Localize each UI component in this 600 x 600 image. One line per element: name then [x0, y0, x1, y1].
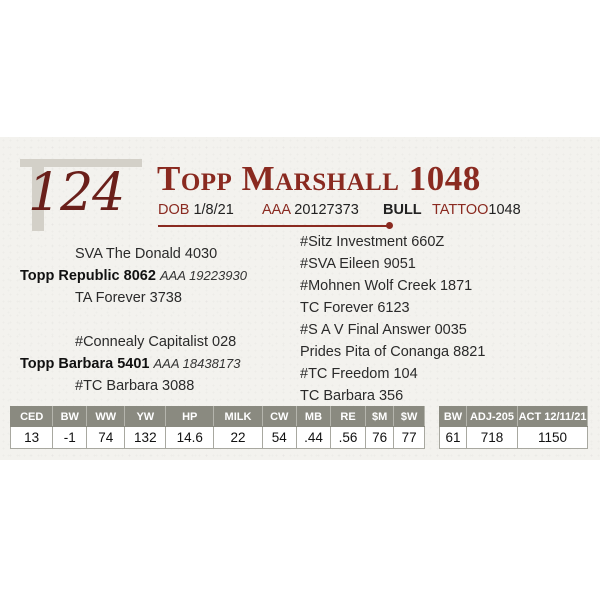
pedigree-dam — [20, 355, 241, 373]
epd-value-cell: .44 — [296, 427, 331, 449]
epd-value-cell: .56 — [331, 427, 366, 449]
epd-value-cell: -1 — [53, 427, 87, 449]
epd-header-cell: CW — [262, 407, 296, 427]
actuals-header-cell: BW — [440, 407, 467, 427]
tattoo-label: TATTOO — [432, 202, 489, 218]
pedigree-ancestor: #Mohnen Wolf Creek 1871 — [300, 278, 473, 294]
pedigree-dam-name: Topp Barbara 5401 — [20, 356, 150, 372]
sex-field — [383, 201, 422, 219]
epd-header-cell: MILK — [214, 407, 263, 427]
pedigree-dam-dam: #TC Barbara 3088 — [75, 378, 195, 394]
dob-value: 1/8/21 — [193, 202, 234, 218]
epd-value-cell: 77 — [394, 427, 425, 449]
tattoo-field — [432, 201, 521, 219]
epd-table — [10, 406, 425, 449]
epd-header-cell: $W — [394, 407, 425, 427]
lot-number: 124 — [28, 163, 125, 223]
sex-value: BULL — [383, 202, 422, 218]
epd-header-cell: BW — [53, 407, 87, 427]
epd-value-cell: 54 — [262, 427, 296, 449]
actuals-table — [439, 406, 588, 449]
pedigree-sire-dam: TA Forever 3738 — [75, 290, 182, 306]
epd-header-cell: HP — [166, 407, 214, 427]
pedigree-dam-registration: AAA 18438173 — [153, 356, 241, 371]
epd-value-cell: 74 — [87, 427, 125, 449]
actuals-header-cell: ACT 12/11/21 — [518, 407, 588, 427]
pedigree-ancestor: TC Forever 6123 — [300, 300, 410, 316]
epd-value-cell: 132 — [125, 427, 166, 449]
animal-name: Topp Marshall 1048 — [157, 159, 481, 198]
pedigree-sire-name: Topp Republic 8062 — [20, 268, 156, 284]
epd-value-cell: 13 — [11, 427, 53, 449]
actuals-header-cell: ADJ-205 — [467, 407, 518, 427]
pedigree-sire-sire: SVA The Donald 4030 — [75, 246, 218, 262]
epd-header-cell: RE — [331, 407, 366, 427]
dob-field — [158, 201, 234, 219]
pedigree-ancestor: #Sitz Investment 660Z — [300, 234, 445, 250]
epd-header-cell: YW — [125, 407, 166, 427]
registration-label: AAA — [262, 202, 291, 218]
actuals-value-cell: 61 — [440, 427, 467, 449]
pedigree-dam-sire: #Connealy Capitalist 028 — [75, 334, 237, 350]
epd-header-cell: MB — [296, 407, 331, 427]
pedigree-ancestor: #TC Freedom 104 — [300, 366, 418, 382]
registration-field — [262, 201, 359, 219]
dob-label: DOB — [158, 202, 190, 218]
actuals-value-cell: 1150 — [518, 427, 588, 449]
actuals-value-cell: 718 — [467, 427, 518, 449]
epd-value-cell: 76 — [365, 427, 393, 449]
registration-number: 20127373 — [294, 202, 359, 218]
pedigree-ancestor: TC Barbara 356 — [300, 388, 404, 404]
epd-value-cell: 14.6 — [166, 427, 214, 449]
epd-header-cell: $M — [365, 407, 393, 427]
actuals-header-row — [440, 407, 588, 427]
epd-header-cell: CED — [11, 407, 53, 427]
pedigree-sire — [20, 267, 247, 285]
pedigree-ancestor: #S A V Final Answer 0035 — [300, 322, 467, 338]
tattoo-value: 1048 — [488, 202, 521, 218]
epd-value-cell: 22 — [214, 427, 263, 449]
epd-header-row — [11, 407, 425, 427]
header-divider — [158, 225, 388, 227]
pedigree-ancestor: #SVA Eileen 9051 — [300, 256, 416, 272]
epd-value-row — [11, 427, 425, 449]
pedigree-ancestor: Prides Pita of Conanga 8821 — [300, 344, 486, 360]
pedigree-sire-registration: AAA 19223930 — [159, 268, 247, 283]
lot-card — [0, 137, 600, 460]
header-divider-dot — [386, 222, 393, 229]
epd-header-cell: WW — [87, 407, 125, 427]
actuals-value-row — [440, 427, 588, 449]
